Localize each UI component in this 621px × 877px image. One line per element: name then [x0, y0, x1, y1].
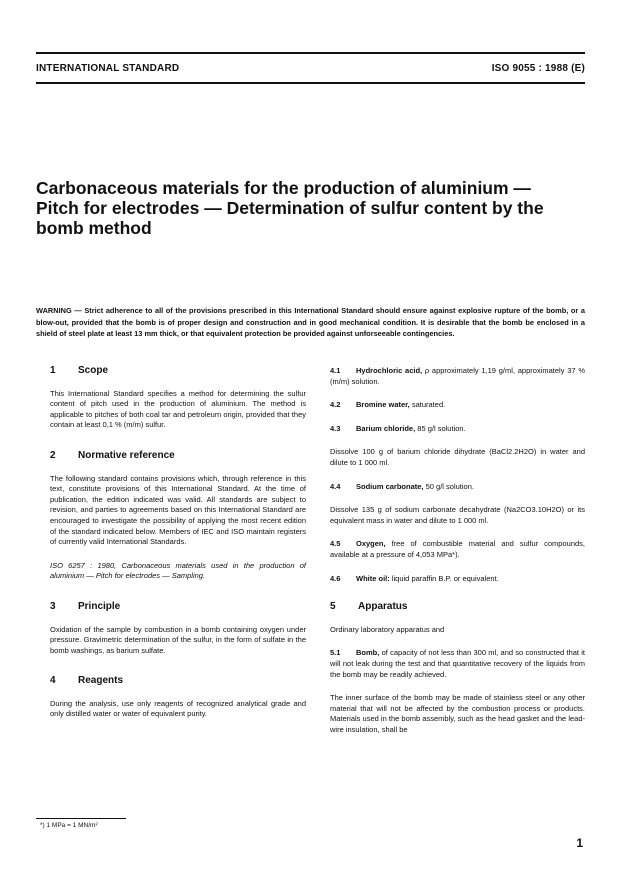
paragraph: Oxidation of the sample by combustion in a bomb containing oxygen under pressure. Gravimetric determination of the sulfur, in the form of sulfate in the bomb washings, as barium sulfate. — [50, 624, 306, 655]
warning-box: WARNING — Strict adherence to all of the provisions prescribed in this International Standard should ensure against explosive rupture of the bomb, or a blow-out, provided that the bomb is of proper design and construction and in good mechanical condition. It is desirable that the bomb be enclosed in a shield of steel plate at least 13 mm thick, or that equivalent protection be provided against unforseeable contingencies. — [36, 306, 585, 339]
right-column — [330, 366, 585, 748]
section-heading: 2 Normative reference — [50, 449, 175, 461]
section-heading: 3 Principle — [50, 600, 121, 612]
clause-4-3: 4.3 Barium chloride, 85 g/l solution. — [330, 423, 466, 433]
footnote: *) 1 MPa = 1 MN/m² — [40, 822, 98, 829]
paragraph: The following standard contains provisions which, through reference in this text, constitute provisions of this International Standard. At the time of publication, the edition indicated was valid. All standards are subject to revision, and parties to agreements based on this International Standard are encouraged to investigate the possibility of applying the most recent edition of the standard indicated below. Members of IEC and ISO maintain registers of currently valid International Standards. — [50, 473, 306, 547]
section-heading: 4 Reagents — [50, 675, 124, 687]
clause-4-2: 4.2 Bromine water, saturated. — [330, 400, 446, 410]
paragraph: Dissolve 135 g of sodium carbonate decahydrate (Na2CO3.10H2O) or its equivalent mass in water and dilute to 1 000 ml. — [330, 505, 585, 525]
paragraph: During the analysis, use only reagents of recognized analytical grade and only distilled water or water of equivalent purity. — [50, 698, 306, 719]
left-column — [50, 366, 306, 733]
clause-4-6: 4.6 White oil: liquid paraffin B.P. or equivalent. — [330, 573, 499, 583]
section-heading: 5 Apparatus — [330, 601, 408, 613]
page-number: 1 — [576, 836, 583, 850]
header-bar — [36, 52, 585, 84]
document-title: Carbonaceous materials for the production of aluminium — Pitch for electrodes — Determination of sulfur content by the bomb method — [36, 178, 544, 238]
paragraph: Dissolve 100 g of barium chloride dihydrate (BaCl2.2H2O) in water and dilute to 1 000 ml. — [330, 447, 585, 467]
section-heading: 1 Scope — [50, 365, 109, 376]
clause-4-5: 4.5 Oxygen, free of combustible material and sulfur compounds, available at a pressure of 4,053 MPa*). — [330, 539, 585, 559]
paragraph: Ordinary laboratory apparatus and — [330, 624, 445, 634]
clause-5-1: 5.1 Bomb, of capacity of not less than 300 ml, and so constructed that it will not leak during the test and that quantitative recovery of the liquids from the bomb may be readily achieved. — [330, 648, 585, 679]
header-left: INTERNATIONAL STANDARD — [36, 62, 180, 74]
footnote-rule — [36, 818, 126, 819]
header-right: ISO 9055 : 1988 (E) — [491, 62, 585, 74]
reference: ISO 6257 : 1980, Carbonaceous materials used in the production of aluminium — Pitch for electrodes — Sampling. — [50, 560, 306, 581]
clause-4-4: 4.4 Sodium carbonate, 50 g/l solution. — [330, 481, 474, 491]
clause-4-1: 4.1 Hydrochloric acid, ρ approximately 1,19 g/ml, approximately 37 % (m/m) solution. — [330, 366, 585, 386]
paragraph: The inner surface of the bomb may be made of stainless steel or any other material that will not be affected by the combustion process or products. Materials used in the bomb assembly, such as the head gasket and the lead-wire insulation, shall be — [330, 693, 585, 734]
paragraph: This International Standard specifies a method for determining the sulfur content of pitch used in the production of aluminium. The method is applicable to pitches of both coal tar and petroleum origin, provided that they contain at least 0,1 % (m/m) sulfur. — [50, 388, 306, 430]
